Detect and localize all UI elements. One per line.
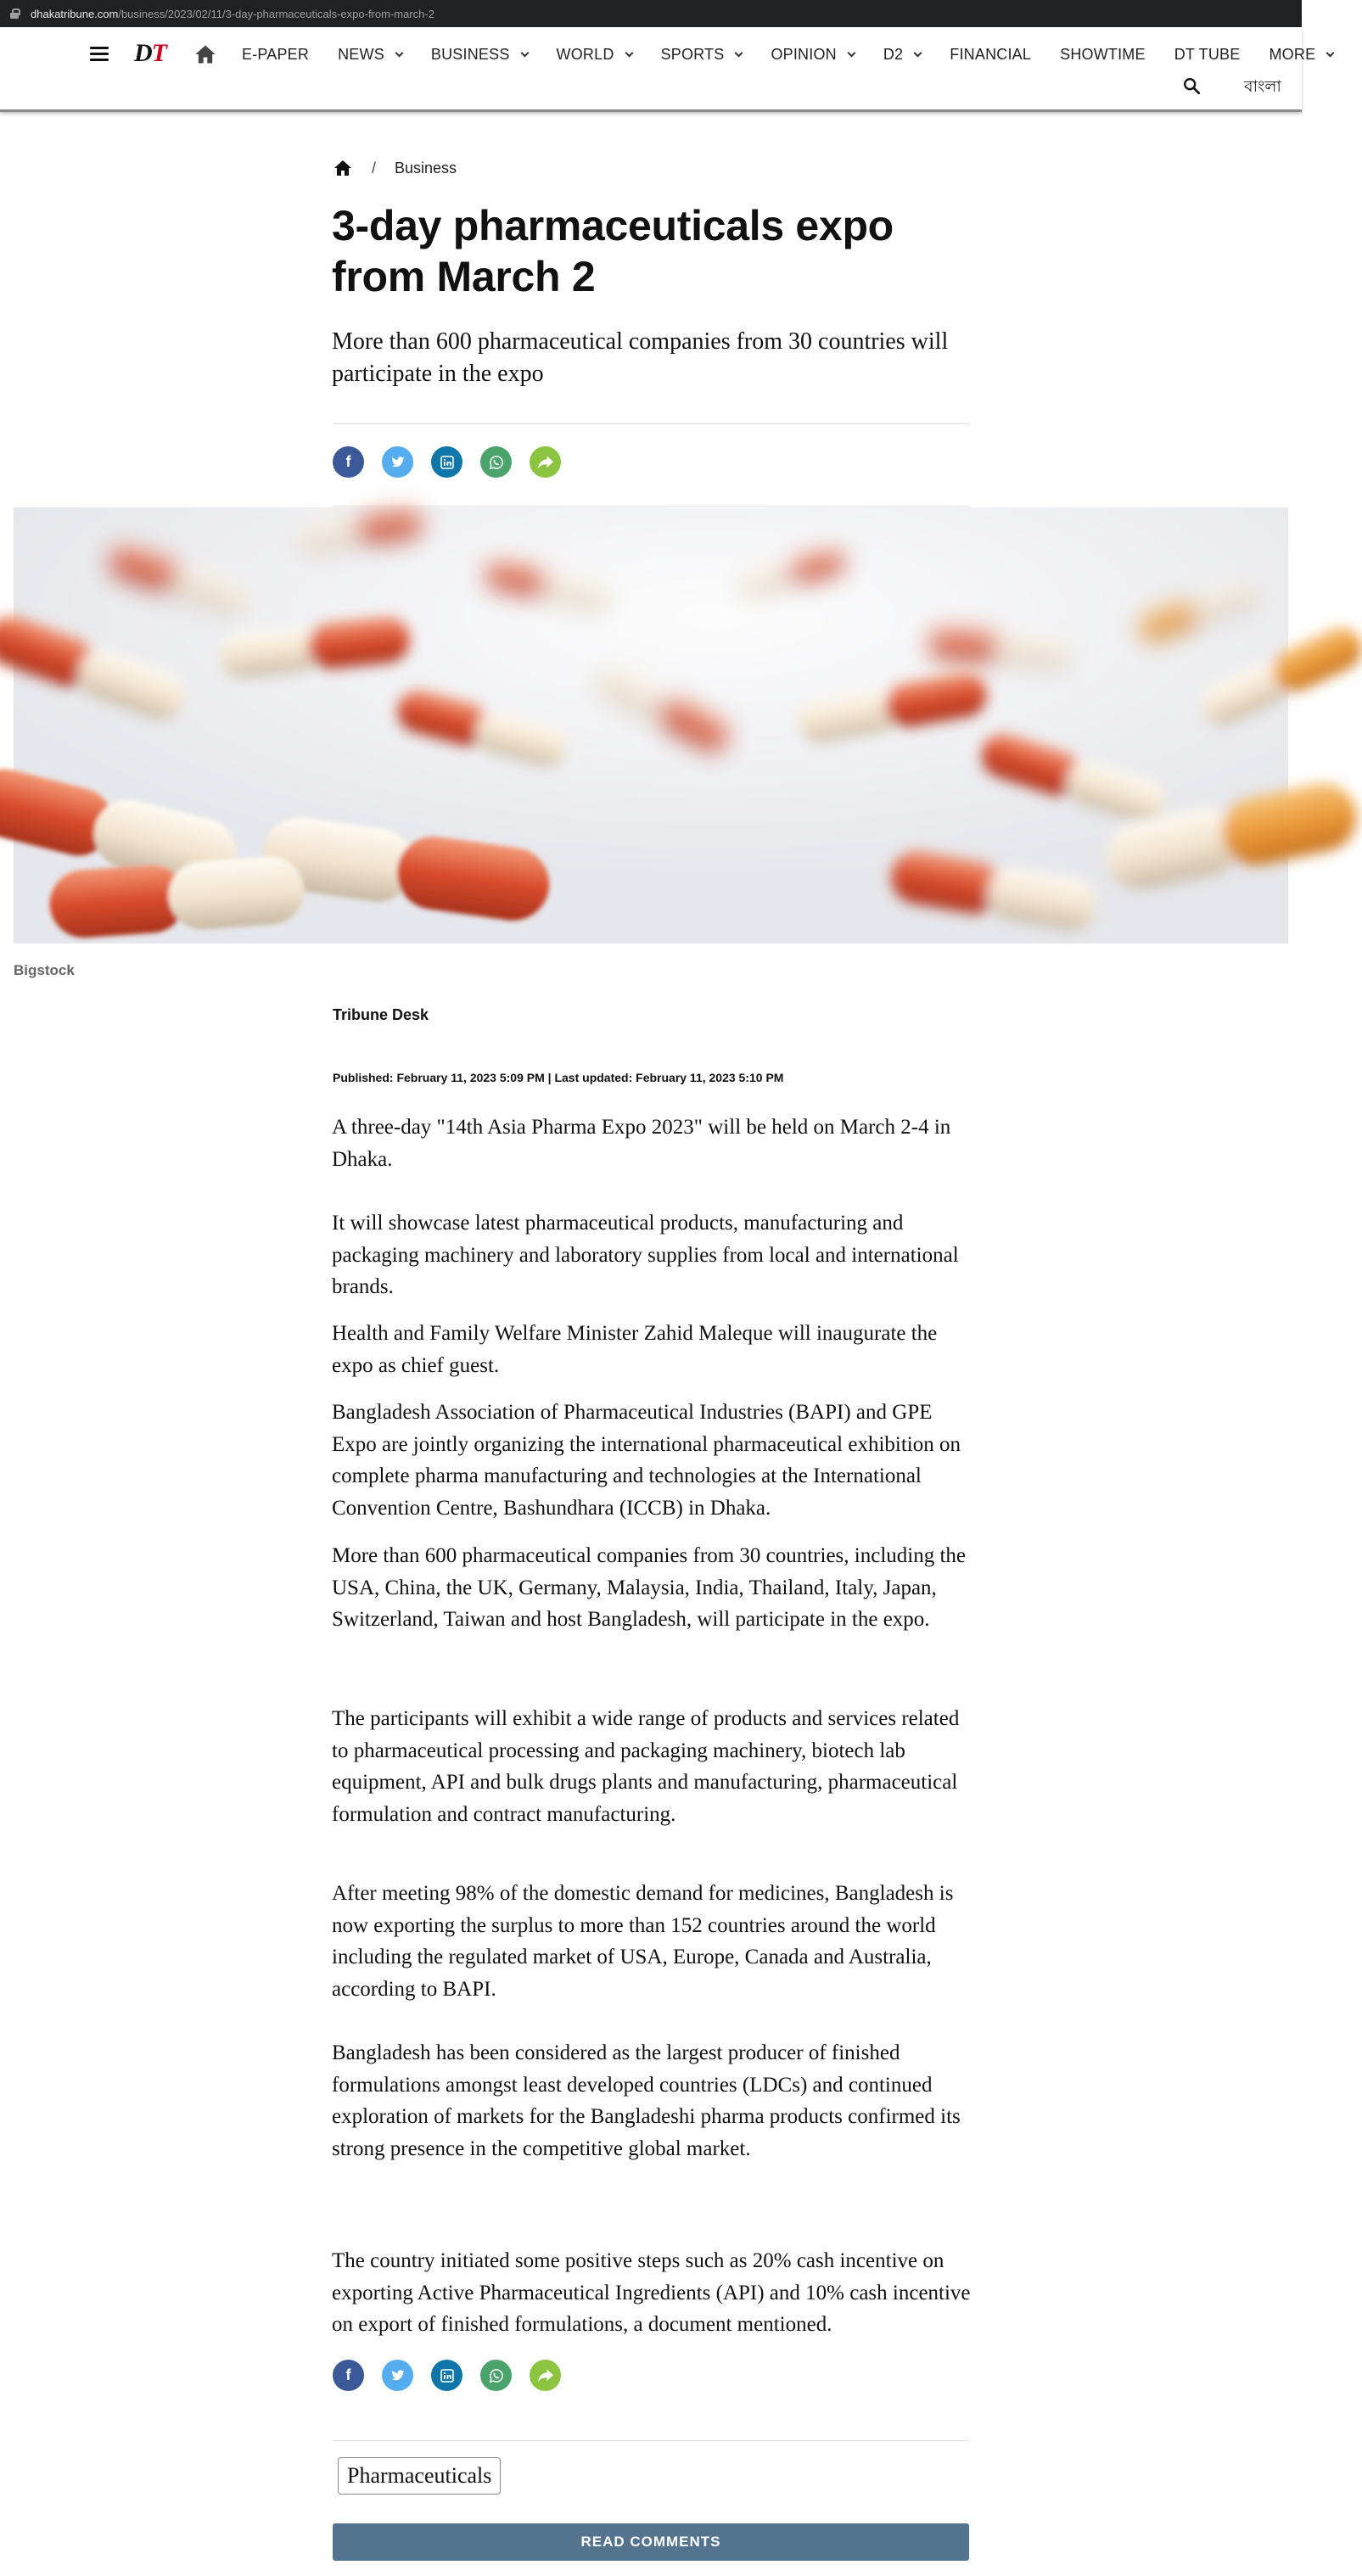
share-bar-bottom xyxy=(333,2360,579,2391)
chevron-down-icon xyxy=(520,49,529,58)
twitter-share-icon[interactable] xyxy=(382,2360,413,2391)
browser-url-bar[interactable] xyxy=(0,0,1302,27)
whatsapp-share-icon[interactable] xyxy=(480,2360,512,2391)
twitter-share-icon[interactable] xyxy=(382,446,413,478)
url-path: /business/2023/02/11/3-day-pharmaceuticals-expo-from-march-2 xyxy=(118,7,434,20)
divider xyxy=(333,2440,969,2441)
article-subtitle: More than 600 pharmaceutical companies from 30 countries will participate in the expo xyxy=(332,328,949,387)
read-comments-button[interactable]: READ COMMENTS xyxy=(333,2523,969,2561)
article-author[interactable]: Tribune Desk xyxy=(333,1006,429,1023)
pharma-capsules-photo xyxy=(14,507,1288,944)
article-paragraph: The country initiated some positive steps such as 20% cash incentive on exporting Active Pharmaceutical Ingredients (API) and 10% cash incentive on export of finished formulations, a document mentioned. xyxy=(332,2249,971,2336)
nav-item-d2[interactable]: D2 xyxy=(883,46,921,64)
breadcrumb xyxy=(333,158,457,178)
nav-item-world[interactable]: WORLD xyxy=(557,46,632,64)
nav-item-financial[interactable]: FINANCIAL xyxy=(950,46,1032,63)
nav-item-sports[interactable]: SPORTS xyxy=(661,46,743,64)
facebook-share-icon[interactable]: f xyxy=(333,446,364,478)
chevron-down-icon xyxy=(914,49,922,58)
share-arrow-icon[interactable] xyxy=(530,446,561,478)
top-navigation xyxy=(0,27,1316,112)
tag-pharmaceuticals[interactable]: Pharmaceuticals xyxy=(338,2457,501,2495)
chevron-down-icon xyxy=(735,49,743,58)
article-paragraph: Health and Family Welfare Minister Zahid Maleque will inaugurate the expo as chief guest. xyxy=(332,1322,938,1377)
article-paragraph: More than 600 pharmaceutical companies from 30 countries, including the USA, China, the UK, Germany, Malaysia, India, Thailand, Italy, Japan, Switzerland, Taiwan and host Bangladesh, will participate in the expo. xyxy=(332,1544,966,1631)
nav-item-dt-tube[interactable]: DT TUBE xyxy=(1174,46,1241,63)
chevron-down-icon xyxy=(395,49,403,58)
chevron-down-icon xyxy=(847,49,855,58)
nav-item-news[interactable]: NEWS xyxy=(338,46,402,64)
chevron-down-icon xyxy=(1326,49,1335,58)
main-menu xyxy=(242,46,1362,64)
hero-image-pills xyxy=(14,507,1288,944)
facebook-share-icon[interactable]: f xyxy=(333,2360,364,2391)
nav-item-opinion[interactable]: OPINION xyxy=(771,46,854,64)
breadcrumb-section[interactable]: Business xyxy=(395,159,457,176)
nav-item-epaper[interactable]: E-PAPER xyxy=(242,46,310,63)
nav-item-showtime[interactable]: SHOWTIME xyxy=(1060,46,1146,63)
divider xyxy=(333,506,969,507)
linkedin-share-icon[interactable] xyxy=(431,446,462,478)
breadcrumb-separator: / xyxy=(372,159,377,176)
linkedin-share-icon[interactable] xyxy=(431,2360,462,2391)
article-paragraph: It will showcase latest pharmaceutical products, manufacturing and packaging machinery and laboratory supplies from local and international brands. xyxy=(332,1212,959,1298)
article-paragraph: After meeting 98% of the domestic demand for medicines, Bangladesh is now exporting the surplus to more than 152 countries around the world including the regulated market of USA, Europe, Canada and Australia, according to BAPI. xyxy=(332,1882,954,2001)
hamburger-menu-icon[interactable] xyxy=(90,47,109,62)
article-dates: Published: February 11, 2023 5:09 PM | Last updated: February 11, 2023 5:10 PM xyxy=(333,1071,784,1084)
article-title: 3-day pharmaceuticals expo from March 2 xyxy=(332,202,894,300)
url-domain: dhakatribune.com xyxy=(31,7,119,20)
image-caption: Bigstock xyxy=(14,962,75,978)
home-icon[interactable] xyxy=(333,158,353,178)
whatsapp-share-icon[interactable] xyxy=(480,446,512,478)
nav-item-more[interactable]: MORE xyxy=(1269,46,1333,64)
language-switch-bangla[interactable]: বাংলা xyxy=(1244,77,1281,96)
article-paragraph: Bangladesh Association of Pharmaceutical Industries (BAPI) and GPE Expo are jointly organizing the international pharmaceutical exhibition on complete pharma manufacturing and technologies at the International Convention Centre, Bashundhara (ICCB) in Dhaka. xyxy=(332,1401,961,1520)
divider xyxy=(333,423,969,424)
article-paragraph: Bangladesh has been considered as the largest producer of finished formulations amongst least developed countries (LDCs) and continued exploration of markets for the Bangladeshi pharma products confirmed its strong presence in the competitive global market. xyxy=(332,2041,961,2160)
site-logo[interactable]: DT xyxy=(134,39,166,67)
search-icon[interactable] xyxy=(1182,76,1201,95)
nav-item-business[interactable]: BUSINESS xyxy=(431,46,528,64)
share-arrow-icon[interactable] xyxy=(530,2360,561,2391)
share-bar-top xyxy=(333,446,579,478)
chevron-down-icon xyxy=(625,49,633,58)
home-icon[interactable] xyxy=(193,42,217,66)
article-paragraph: A three-day "14th Asia Pharma Expo 2023" will be held on March 2-4 in Dhaka. xyxy=(332,1116,951,1171)
lock-icon xyxy=(10,8,19,19)
article-paragraph: The participants will exhibit a wide range of products and services related to pharmaceutical processing and packaging machinery, biotech lab equipment, API and bulk drugs plants and manufacturing, pharmaceutical formulation and contract manufacturing. xyxy=(332,1707,960,1826)
